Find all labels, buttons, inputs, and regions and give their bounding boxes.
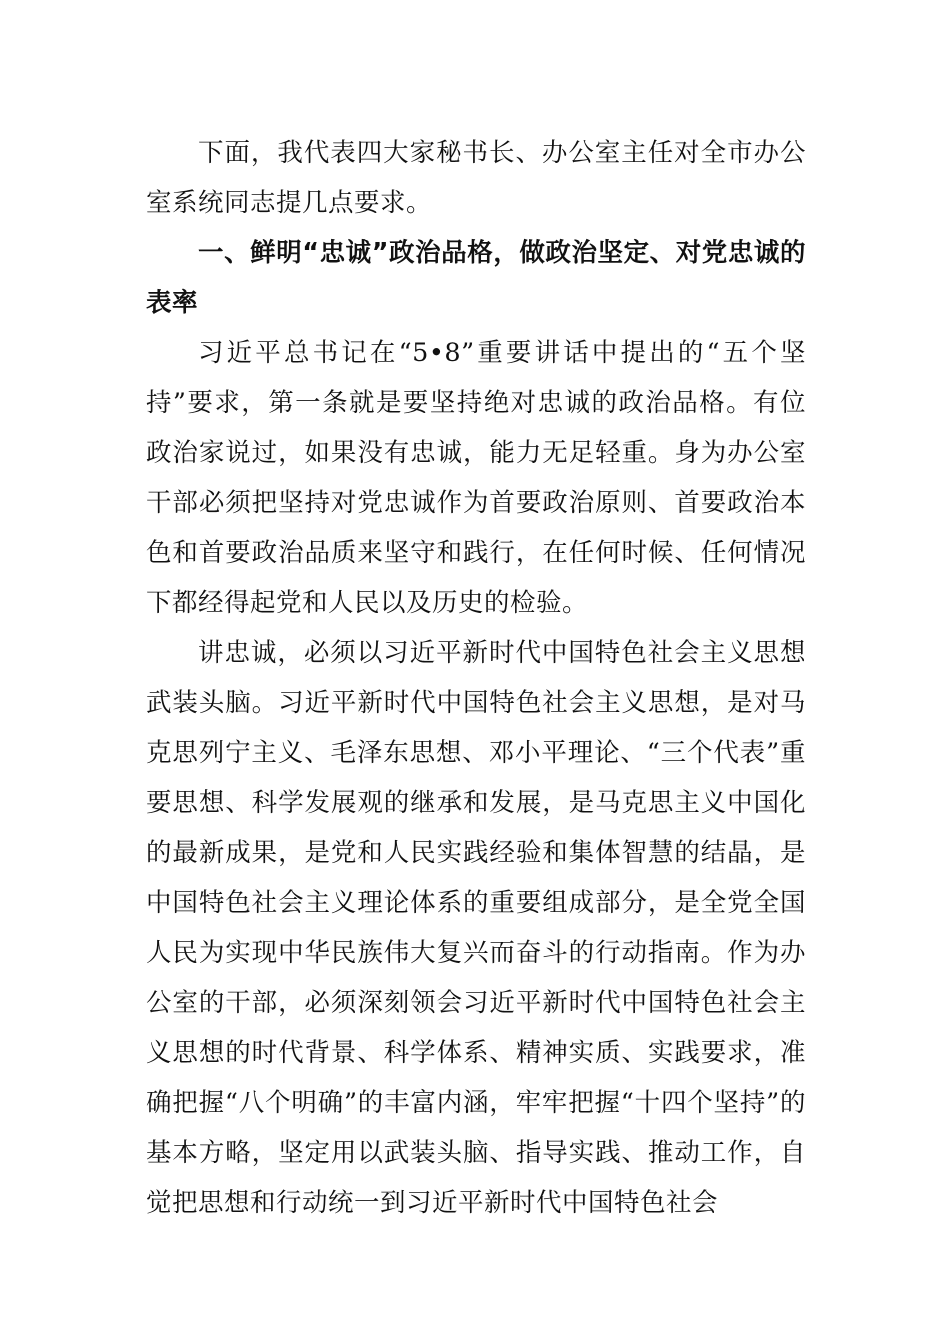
paragraph-ideology: 讲忠诚，必须以习近平新时代中国特色社会主义思想武装头脑。习近平新时代中国特色社会主义思想，是对马克思列宁主义、毛泽东思想、邓小平理论、“三个代表”重要思想、科学发展观的继承和发展，是马克思主义中国化的最新成果，是党和人民实践经验和集体智慧的结晶，是中国特色社会主义理论体系的重要组成部分，是全党全国人民为实现中华民族伟大复兴而奋斗的行动指南。作为办公室的干部，必须深刻领会习近平新时代中国特色社会主义思想的时代背景、科学体系、精神实质、实践要求，准确把握“八个明确”的丰富内涵，牢牢把握“十四个坚持”的基本方略，坚定用以武装头脑、指导实践、推动工作，自觉把思想和行动统一到习近平新时代中国特色社会 (146, 638, 806, 1218)
paragraph-intro: 下面，我代表四大家秘书长、办公室主任对全市办公室系统同志提几点要求。 (146, 138, 806, 218)
section-heading: 一、鲜明“忠诚”政治品格，做政治坚定、对党忠诚的表率 (146, 238, 806, 318)
document-body (146, 128, 806, 1228)
paragraph-loyalty-requirement: 习近平总书记在“5•8”重要讲话中提出的“五个坚持”要求，第一条就是要坚持绝对忠诚的政治品格。有位政治家说过，如果没有忠诚，能力无足轻重。身为办公室干部必须把坚持对党忠诚作为首要政治原则、首要政治本色和首要政治品质来坚守和践行，在任何时候、任何情况下都经得起党和人民以及历史的检验。 (146, 338, 806, 618)
